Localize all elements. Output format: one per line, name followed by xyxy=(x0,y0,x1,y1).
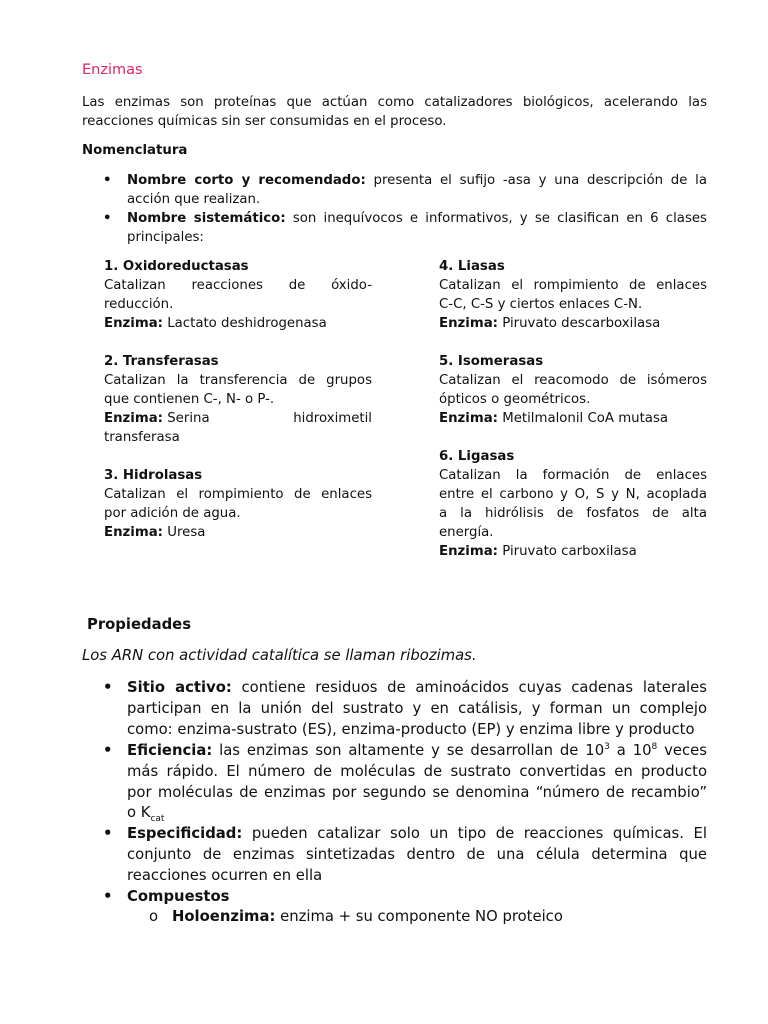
bullet-1-text: presenta el sufijo -asa y una descripción de la xyxy=(373,173,707,188)
class-transferasas xyxy=(104,352,372,447)
kcat-line xyxy=(127,803,164,824)
enzyme-label: Enzima: xyxy=(104,316,163,331)
page-title: Enzimas xyxy=(82,62,143,78)
especificidad-item xyxy=(127,824,707,845)
class-liasas xyxy=(439,257,707,333)
class-heading: 5. Isomerasas xyxy=(439,354,544,369)
class-oxidoreductasas xyxy=(104,257,372,333)
class-heading: 1. Oxidoreductasas xyxy=(104,259,249,274)
holoenzima-text: enzima + su componente NO proteico xyxy=(280,908,563,925)
class-description: que contienen C-, N- o P-. xyxy=(104,392,275,407)
enzyme-example: Metilmalonil CoA mutasa xyxy=(502,411,669,426)
eficiencia-label: Eficiencia: xyxy=(127,742,213,759)
class-heading: 2. Transferasas xyxy=(104,354,219,369)
enzyme-label: Enzima: xyxy=(104,525,163,540)
enzyme-example: Serina xyxy=(167,411,210,426)
bullet-2-label: Nombre sistemático: xyxy=(127,211,286,226)
class-heading: 3. Hidrolasas xyxy=(104,468,203,483)
bullet-marker: • xyxy=(103,742,113,759)
ribozimas-note: Los ARN con actividad catalítica se llaman ribozimas. xyxy=(82,647,477,664)
exponent: 3 xyxy=(604,742,610,753)
class-description: entre el carbono y O, S y N, acoplada xyxy=(439,487,707,502)
bullet-marker: • xyxy=(103,679,113,696)
eficiencia-item xyxy=(127,741,707,762)
class-ligasas xyxy=(439,447,707,561)
enzyme-example: Uresa xyxy=(167,525,206,540)
especificidad-line-2: conjunto de enzimas sintetizadas dentro de una célula determina que xyxy=(127,846,707,863)
bullet-1-line-2: acción que realizan. xyxy=(127,192,261,207)
exponent: 8 xyxy=(651,742,658,753)
class-description: Catalizan el rompimiento de enlaces xyxy=(439,278,707,293)
nomenclatura-bullet-2 xyxy=(127,209,707,228)
enzyme-label: Enzima: xyxy=(104,411,163,426)
class-description: Catalizan la formación de enlaces xyxy=(439,468,707,483)
enzyme-label: Enzima: xyxy=(439,544,498,559)
class-description: Catalizan el rompimiento de enlaces xyxy=(104,487,372,502)
bullet-1-label: Nombre corto y recomendado: xyxy=(127,173,366,188)
holoenzima-label: Holoenzima: xyxy=(172,908,276,925)
kcat-symbol: o K xyxy=(127,804,151,821)
enzyme-label: Enzima: xyxy=(439,316,498,331)
nomenclatura-heading: Nomenclatura xyxy=(82,143,188,158)
sitio-activo-label: Sitio activo: xyxy=(127,679,232,696)
sitio-activo-text: contiene residuos de aminoácidos cuyas cadenas laterales xyxy=(241,679,707,696)
class-description: reducción. xyxy=(104,297,174,312)
class-description: Catalizan reacciones de óxido- xyxy=(104,278,372,293)
intro-line-2: reacciones químicas sin ser consumidas en el proceso. xyxy=(82,114,447,129)
enzyme-label: Enzima: xyxy=(439,411,498,426)
class-description: energía. xyxy=(439,525,494,540)
intro-line-1: Las enzimas son proteínas que actúan como catalizadores biológicos, acelerando las xyxy=(82,95,707,110)
eficiencia-line-3: por moléculas de enzimas por segundo se denomina “número de recambio” xyxy=(127,784,707,801)
class-isomerasas xyxy=(439,352,707,428)
compuestos-label: Compuestos xyxy=(127,888,230,905)
eficiencia-text: a 10 xyxy=(616,742,652,759)
eficiencia-line-2: más rápido. El número de moléculas de sustrato convertidas en producto xyxy=(127,763,707,780)
bullet-marker: • xyxy=(103,888,113,905)
class-description: ópticos o geométricos. xyxy=(439,392,591,407)
enzyme-example: Lactato deshidrogenasa xyxy=(167,316,327,331)
enzyme-example: hidroximetil xyxy=(293,411,372,426)
sitio-activo-line-3: como: enzima-sustrato (ES), enzima-producto (EP) y enzima libre y producto xyxy=(127,721,695,738)
especificidad-label: Especificidad: xyxy=(127,825,243,842)
especificidad-line-3: reacciones ocurren en ella xyxy=(127,867,323,884)
class-description: Catalizan el reacomodo de isómeros xyxy=(439,373,707,388)
eficiencia-text: veces xyxy=(664,742,707,759)
sitio-activo-line-2: participan en la unión del sustrato y en catálisis, y forman un complejo xyxy=(127,700,707,717)
eficiencia-text: las enzimas son altamente y se desarrollan de 10 xyxy=(219,742,605,759)
propiedades-heading: Propiedades xyxy=(87,616,192,633)
bullet-2-text: son inequívocos e informativos, y se clasifican en 6 clases xyxy=(292,211,707,226)
sub-bullet-marker: o xyxy=(149,908,159,925)
holoenzima-item xyxy=(172,907,563,928)
class-heading: 6. Ligasas xyxy=(439,449,515,464)
kcat-subscript: cat xyxy=(150,813,165,824)
especificidad-text: pueden catalizar solo un tipo de reacciones químicas. El xyxy=(251,825,707,842)
bullet-marker: • xyxy=(103,825,113,842)
class-description: Catalizan la transferencia de grupos xyxy=(104,373,372,388)
class-description: por adición de agua. xyxy=(104,506,241,521)
enzyme-example: Piruvato carboxilasa xyxy=(502,544,637,559)
sitio-activo-item xyxy=(127,678,707,699)
nomenclatura-bullet-1 xyxy=(127,171,707,190)
enzyme-example: transferasa xyxy=(104,430,180,445)
enzyme-example: Piruvato descarboxilasa xyxy=(502,316,661,331)
class-description: a la hidrólisis de fosfatos de alta xyxy=(439,506,707,521)
class-description: C-C, C-S y ciertos enlaces C-N. xyxy=(439,297,643,312)
class-hidrolasas xyxy=(104,466,372,542)
bullet-2-line-2: principales: xyxy=(127,230,204,245)
class-heading: 4. Liasas xyxy=(439,259,505,274)
bullet-marker: • xyxy=(103,173,112,188)
bullet-marker: • xyxy=(103,211,112,226)
